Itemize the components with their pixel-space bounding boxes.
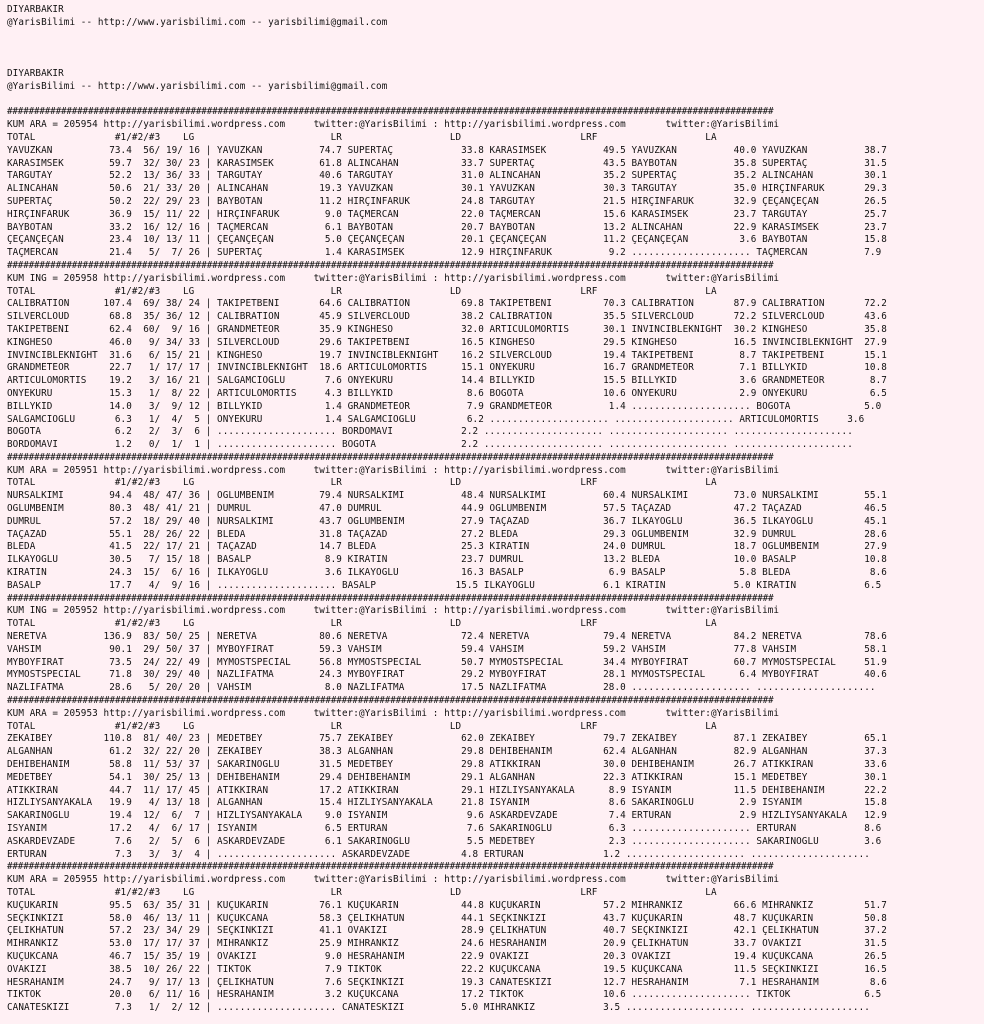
section-separator: ##############################################################################################################################################	[7, 695, 774, 707]
section-title: KUM ARA = 205951 http://yarisbilimi.wordpress.com twitter:@YarisBilimi : http://yarisbilimi.wordpress.com twitter:@YarisBilimi	[7, 464, 780, 476]
result-row: NERETVA 136.9 83/ 50/ 25 | NERETVA 80.6 NERETVA 72.4 NERETVA 79.4 NERETVA 84.2 NERETVA 78.6	[7, 631, 887, 643]
section-separator: ##############################################################################################################################################	[7, 451, 774, 463]
result-row: ALGANHAN 61.2 32/ 22/ 20 | ZEKAIBEY 38.3 ALGANHAN 29.8 DEHIBEHANIM 62.4 ALGANHAN 82.9 ALGANHAN 37.3	[7, 746, 887, 758]
section-separator: ##############################################################################################################################################	[7, 592, 774, 604]
result-row: BAYBOTAN 33.2 16/ 12/ 16 | TAÇMERCAN 6.1 BAYBOTAN 20.7 BAYBOTAN 13.2 ALINCAHAN 22.9 KARASIMSEK 23.7	[7, 221, 887, 233]
result-row: KARASIMSEK 59.7 32/ 30/ 23 | KARASIMSEK 61.8 ALINCAHAN 33.7 SÜPERTAÇ 43.5 BAYBOTAN 35.8 SÜPERTAÇ 31.5	[7, 157, 887, 169]
result-row: ERTURAN 7.3 3/ 3/ 4 | ..................... ASKARDEVZADE 4.8 ERTURAN 1.2 ..................... .....................	[7, 848, 870, 860]
column-header: TOTAL #1/#2/#3 LG LR LD LRF LA	[7, 720, 717, 732]
section-title: KUM ARA = 205954 http://yarisbilimi.wordpress.com twitter:@YarisBilimi : http://yarisbilimi.wordpress.com twitter:@YarisBilimi	[7, 119, 780, 131]
result-row: BOGOTA 6.2 2/ 3/ 6 | ..................... BORDOMAVI 2.2 ..................... ..................... .....................	[7, 426, 853, 438]
result-row: HESRAHANIM 24.7 9/ 17/ 13 | ÇELIKHATUN 7.6 SEÇKINKIZI 19.3 CANATESKIZI 12.7 HESRAHANIM 7.1 HESRAHANIM 8.6	[7, 976, 887, 988]
section-separator: ##############################################################################################################################################	[7, 259, 774, 271]
result-row: VAHSIM 90.1 29/ 50/ 37 | MYBOYFIRAT 59.3 VAHSIM 59.4 VAHSIM 59.2 VAHSIM 77.8 VAHSIM 58.1	[7, 643, 887, 655]
blank-line	[7, 30, 984, 43]
result-row: BLEDA 41.5 22/ 17/ 21 | TAÇAZAD 14.7 BLEDA 25.3 KIRATIN 24.0 DUMRUL 18.7 OGLUMBENIM 27.9	[7, 541, 887, 553]
section-title: KUM ARA = 205955 http://yarisbilimi.wordpress.com twitter:@YarisBilimi : http://yarisbilimi.wordpress.com twitter:@YarisBilimi	[7, 874, 780, 886]
result-row: TAÇMERCAN 21.4 5/ 7/ 26 | SÜPERTAÇ 1.4 KARASIMSEK 12.9 HIRÇINFARUK 9.2 ..................... TAÇMERCAN 7.9	[7, 247, 882, 259]
blank-line	[7, 55, 984, 68]
result-row: SILVERCLOUD 68.8 35/ 36/ 12 | CALIBRATION 45.9 SILVERCLOUD 38.2 CALIBRATION 35.5 SILVERCLOUD 72.2 SILVERCLOUD 43.6	[7, 311, 887, 323]
result-row: MYBOYFIRAT 73.5 24/ 22/ 49 | MYMOSTSPECIAL 56.8 MYMOSTSPECIAL 50.7 MYMOSTSPECIAL 34.4 MYBOYFIRAT 60.7 MYMOSTSPECIAL 51.9	[7, 656, 887, 668]
result-row: ÇEÇANÇEÇAN 23.4 10/ 13/ 11 | ÇEÇANÇEÇAN 5.0 ÇEÇANÇEÇAN 20.1 ÇEÇANÇEÇAN 11.2 ÇEÇANÇEÇAN 3.6 BAYBOTAN 15.8	[7, 234, 887, 246]
result-row: SEÇKINKIZI 58.0 46/ 13/ 11 | KÜÇÜKCANA 58.3 ÇELIKHATUN 44.1 SEÇKINKIZI 43.7 KÜÇÜKARIN 48.7 KÜÇÜKARIN 50.8	[7, 912, 887, 924]
result-row: MIHRANKIZ 53.0 17/ 17/ 37 | MIHRANKIZ 25.9 MIHRANKIZ 24.6 HESRAHANIM 20.9 ÇELIKHATUN 33.7 OVAKIZI 31.5	[7, 938, 887, 950]
result-row: NAZLIFATMA 28.6 5/ 20/ 20 | VAHSIM 8.0 NAZLIFATMA 17.5 NAZLIFATMA 28.0 ..................... .....................	[7, 682, 876, 694]
header-contact: @YarisBilimi -- http://www.yarisbilimi.com -- yarisbilimi@gmail.com	[7, 16, 388, 28]
result-row: BILLYKID 14.0 3/ 9/ 12 | BILLYKID 1.4 GRANDMETEOR 7.9 GRANDMETEOR 1.4 ..................... BOGOTA 5.0	[7, 400, 882, 412]
result-row: TAÇAZAD 55.1 28/ 26/ 22 | BLEDA 31.8 TAÇAZAD 27.2 BLEDA 29.3 OGLUMBENIM 32.9 DUMRUL 28.6	[7, 528, 887, 540]
column-header: TOTAL #1/#2/#3 LG LR LD LRF LA	[7, 131, 717, 143]
column-header: TOTAL #1/#2/#3 LG LR LD LRF LA	[7, 618, 717, 630]
result-row: DEHIBEHANIM 58.8 11/ 53/ 37 | SAKARINOGLU 31.5 MEDETBEY 29.8 ATIKKIRAN 30.0 DEHIBEHANIM 26.7 ATIKKIRAN 33.6	[7, 759, 887, 771]
result-row: MEDETBEY 54.1 30/ 25/ 13 | DEHIBEHANIM 29.4 DEHIBEHANIM 29.1 ALGANHAN 22.3 ATIKKIRAN 15.1 MEDETBEY 30.1	[7, 771, 887, 783]
result-row: ÇELIKHATUN 57.2 23/ 34/ 29 | SEÇKINKIZI 41.1 OVAKIZI 28.9 ÇELIKHATUN 40.7 SEÇKINKIZI 42.1 ÇELIKHATUN 37.2	[7, 925, 887, 937]
result-row: HIRÇINFARUK 36.9 15/ 11/ 22 | HIRÇINFARUK 9.0 TAÇMERCAN 22.0 TAÇMERCAN 15.6 KARASIMSEK 23.7 TARGUTAY 25.7	[7, 208, 887, 220]
section-title: KUM ING = 205958 http://yarisbilimi.wordpress.com twitter:@YarisBilimi : http://yarisbilimi.wordpress.com twitter:@YarisBilimi	[7, 272, 780, 284]
section-separator: ##############################################################################################################################################	[7, 861, 774, 873]
result-row: DUMRUL 57.2 18/ 29/ 40 | NURSALKIMI 43.7 OGLUMBENIM 27.9 TAÇAZAD 36.7 ILKAYOGLU 36.5 ILKAYOGLU 45.1	[7, 515, 887, 527]
result-row: CALIBRATION 107.4 69/ 38/ 24 | TAKIPETBENI 64.6 CALIBRATION 69.8 TAKIPETBENI 70.3 CALIBRATION 87.9 CALIBRATION 72.2	[7, 298, 887, 310]
result-row: ZEKAIBEY 110.8 81/ 40/ 23 | MEDETBEY 75.7 ZEKAIBEY 62.0 ZEKAIBEY 79.7 ZEKAIBEY 87.1 ZEKAIBEY 65.1	[7, 733, 887, 745]
blank-line	[7, 94, 984, 107]
result-row: ATIKKIRAN 44.7 11/ 17/ 45 | ATIKKIRAN 17.2 ATIKKIRAN 29.1 HIZLIYSANYAKALA 8.9 ISYANIM 11.5 DEHIBEHANIM 22.2	[7, 784, 887, 796]
result-row: ARTICULOMORTIS 19.2 3/ 16/ 21 | SALGAMCIOGLU 7.6 ONYEKURU 14.4 BILLYKID 15.5 BILLYKID 3.6 GRANDMETEOR 8.7	[7, 375, 887, 387]
result-row: KÜÇÜKARIN 95.5 63/ 35/ 31 | KÜÇÜKARIN 76.1 KÜÇÜKARIN 44.8 KÜÇÜKARIN 57.2 MIHRANKIZ 66.6 MIHRANKIZ 51.7	[7, 899, 887, 911]
result-row: ASKARDEVZADE 7.6 2/ 5/ 6 | ASKARDEVZADE 6.1 SAKARINOGLU 5.5 MEDETBEY 2.3 ..................... SAKARINOGLU 3.6	[7, 835, 882, 847]
result-row: MYMOSTSPECIAL 71.8 30/ 29/ 40 | NAZLIFATMA 24.3 MYBOYFIRAT 29.2 MYBOYFIRAT 28.1 MYMOSTSPECIAL 6.4 MYBOYFIRAT 40.6	[7, 669, 887, 681]
column-header: TOTAL #1/#2/#3 LG LR LD LRF LA	[7, 477, 717, 489]
header-title: DIYARBAKIR	[7, 4, 64, 15]
result-row: ILKAYOGLU 30.5 7/ 15/ 18 | BASALP 8.9 KIRATIN 23.7 DUMRUL 13.2 BLEDA 10.0 BASALP 10.8	[7, 554, 887, 566]
column-header: TOTAL #1/#2/#3 LG LR LD LRF LA	[7, 886, 717, 898]
result-row: SAKARINOGLU 19.4 12/ 6/ 7 | HIZLIYSANYAKALA 9.0 ISYANIM 9.6 ASKARDEVZADE 7.4 ERTURAN 2.9 HIZLIYSANYAKALA 12.9	[7, 810, 887, 822]
section-separator: ##############################################################################################################################################	[7, 106, 774, 118]
result-row: YAVUZKAN 73.4 56/ 19/ 16 | YAVUZKAN 74.7 SÜPERTAÇ 33.8 KARASIMSEK 49.5 YAVUZKAN 40.0 YAVUZKAN 38.7	[7, 144, 887, 156]
header-title: DIYARBAKIR	[7, 67, 64, 79]
result-row: BASALP 17.7 4/ 9/ 16 | ..................... BASALP 15.5 ILKAYOGLU 6.1 KIRATIN 5.0 KIRATIN 6.5	[7, 579, 882, 591]
result-row: TIKTOK 20.0 6/ 11/ 16 | HESRAHANIM 3.2 KÜÇÜKCANA 17.2 TIKTOK 10.6 ..................... TIKTOK 6.5	[7, 989, 882, 1001]
result-row: CANATESKIZI 7.3 1/ 2/ 12 | ..................... CANATESKIZI 5.0 MIHRANKIZ 3.5 ..................... .....................	[7, 1002, 870, 1014]
header-contact: @YarisBilimi -- http://www.yarisbilimi.com -- yarisbilimi@gmail.com	[7, 80, 388, 92]
result-row: BORDOMAVI 1.2 0/ 1/ 1 | ..................... BOGOTA 2.2 ..................... ..................... .....................	[7, 439, 853, 451]
section-title: KUM ARA = 205953 http://yarisbilimi.wordpress.com twitter:@YarisBilimi : http://yarisbilimi.wordpress.com twitter:@YarisBilimi	[7, 707, 780, 719]
result-row: KINGHESO 46.0 9/ 34/ 33 | SILVERCLOUD 29.6 TAKIPETBENI 16.5 KINGHESO 29.5 KINGHESO 16.5 INVINCIBLEKNIGHT 27.9	[7, 336, 887, 348]
result-row: SALGAMCIOGLU 6.3 1/ 4/ 5 | ONYEKURU 1.4 SALGAMCIOGLU 6.2 ..................... ..................... ARTICULOMORTIS 3.6	[7, 413, 865, 425]
result-row: TARGUTAY 52.2 13/ 36/ 33 | TARGUTAY 40.6 TARGUTAY 31.0 ALINCAHAN 35.2 SÜPERTAÇ 35.2 ALINCAHAN 30.1	[7, 170, 887, 182]
blank-line	[7, 42, 984, 55]
result-row: SÜPERTAÇ 50.2 22/ 29/ 23 | BAYBOTAN 11.2 HIRÇINFARUK 24.8 TARGUTAY 21.5 HIRÇINFARUK 32.9 ÇEÇANÇEÇAN 26.5	[7, 195, 887, 207]
results-document	[7, 4, 984, 1015]
result-row: ONYEKURU 15.3 1/ 8/ 22 | ARTICULOMORTIS 4.3 BILLYKID 8.6 BOGOTA 10.6 ONYEKURU 2.9 ONYEKURU 6.5	[7, 387, 887, 399]
column-header: TOTAL #1/#2/#3 LG LR LD LRF LA	[7, 285, 717, 297]
result-row: ALINCAHAN 50.6 21/ 33/ 20 | ALINCAHAN 19.3 YAVUZKAN 30.1 YAVUZKAN 30.3 TARGUTAY 35.0 HIRÇINFARUK 29.3	[7, 183, 887, 195]
result-row: KÜÇÜKCANA 46.7 15/ 35/ 19 | OVAKIZI 9.0 HESRAHANIM 22.9 OVAKIZI 20.3 OVAKIZI 19.4 KÜÇÜKCANA 26.5	[7, 950, 887, 962]
result-row: KIRATIN 24.3 15/ 6/ 16 | ILKAYOGLU 3.6 ILKAYOGLU 16.3 BASALP 6.9 BASALP 5.8 BLEDA 8.6	[7, 567, 887, 579]
result-row: GRANDMETEOR 22.7 1/ 17/ 17 | INVINCIBLEKNIGHT 18.6 ARTICULOMORTIS 15.1 ONYEKURU 16.7 GRANDMETEOR 7.1 BILLYKID 10.8	[7, 362, 887, 374]
result-row: INVINCIBLEKNIGHT 31.6 6/ 15/ 21 | KINGHESO 19.7 INVINCIBLEKNIGHT 16.2 SILVERCLOUD 19.4 TAKIPETBENI 8.7 TAKIPETBENI 15.1	[7, 349, 887, 361]
result-row: NURSALKIMI 94.4 48/ 47/ 36 | OGLUMBENIM 79.4 NURSALKIMI 48.4 NURSALKIMI 60.4 NURSALKIMI 73.0 NURSALKIMI 55.1	[7, 490, 887, 502]
result-row: ISYANIM 17.2 4/ 6/ 17 | ISYANIM 6.5 ERTURAN 7.6 SAKARINOGLU 6.3 ..................... ERTURAN 8.6	[7, 823, 882, 834]
result-row: OVAKIZI 38.5 10/ 26/ 22 | TIKTOK 7.9 TIKTOK 22.2 KÜÇÜKCANA 19.5 KÜÇÜKCANA 11.5 SEÇKINKIZI 16.5	[7, 963, 887, 975]
result-row: HIZLIYSANYAKALA 19.9 4/ 13/ 18 | ALGANHAN 15.4 HIZLIYSANYAKALA 21.8 ISYANIM 8.6 SAKARINOGLU 2.9 ISYANIM 15.8	[7, 797, 887, 809]
result-row: OGLUMBENIM 80.3 48/ 41/ 21 | DUMRUL 47.0 DUMRUL 44.9 OGLUMBENIM 57.5 TAÇAZAD 47.2 TAÇAZAD 46.5	[7, 503, 887, 515]
section-title: KUM ING = 205952 http://yarisbilimi.wordpress.com twitter:@YarisBilimi : http://yarisbilimi.wordpress.com twitter:@YarisBilimi	[7, 605, 780, 617]
result-row: TAKIPETBENI 62.4 60/ 9/ 16 | GRANDMETEOR 35.9 KINGHESO 32.0 ARTICULOMORTIS 30.1 INVINCIBLEKNIGHT 30.2 KINGHESO 35.8	[7, 323, 887, 335]
